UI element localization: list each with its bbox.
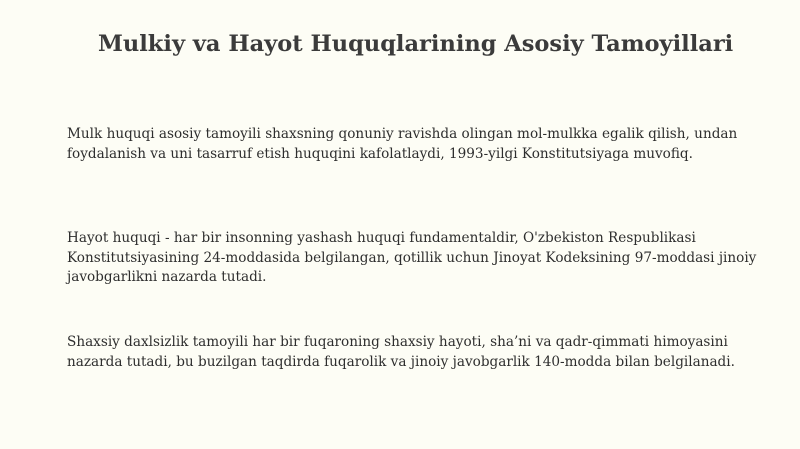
- paragraph-privacy: Shaxsiy daxlsizlik tamoyili har bir fuqaroning shaxsiy hayoti, sha’ni va qadr-qimmati himoyasini nazarda tutadi, bu buzilgan taqdirda fuqarolik va jinoiy javobgarlik 140-modda bilan belgilanadi.: [67, 334, 735, 370]
- paragraph-right-to-life: Hayot huquqi - har bir insonning yashash huquqi fundamentaldir, O'zbekiston Respublikasi Konstitutsiyasining 24-moddasida belgilangan, qotillik uchun Jinoyat Kodeksining 97-moddasi jinoiy javobgarlikni nazarda tutadi.: [67, 230, 757, 285]
- paragraph-property-rights: Mulk huquqi asosiy tamoyili shaxsning qonuniy ravishda olingan mol-mulkka egalik qilish, undan foydalanish va uni tasarruf etish huquqini kafolatlaydi, 1993-yilgi Konstitutsiyaga muvofiq.: [67, 126, 738, 162]
- slide-title: Mulkiy va Hayot Huquqlarining Asosiy Tamoyillari: [98, 31, 734, 57]
